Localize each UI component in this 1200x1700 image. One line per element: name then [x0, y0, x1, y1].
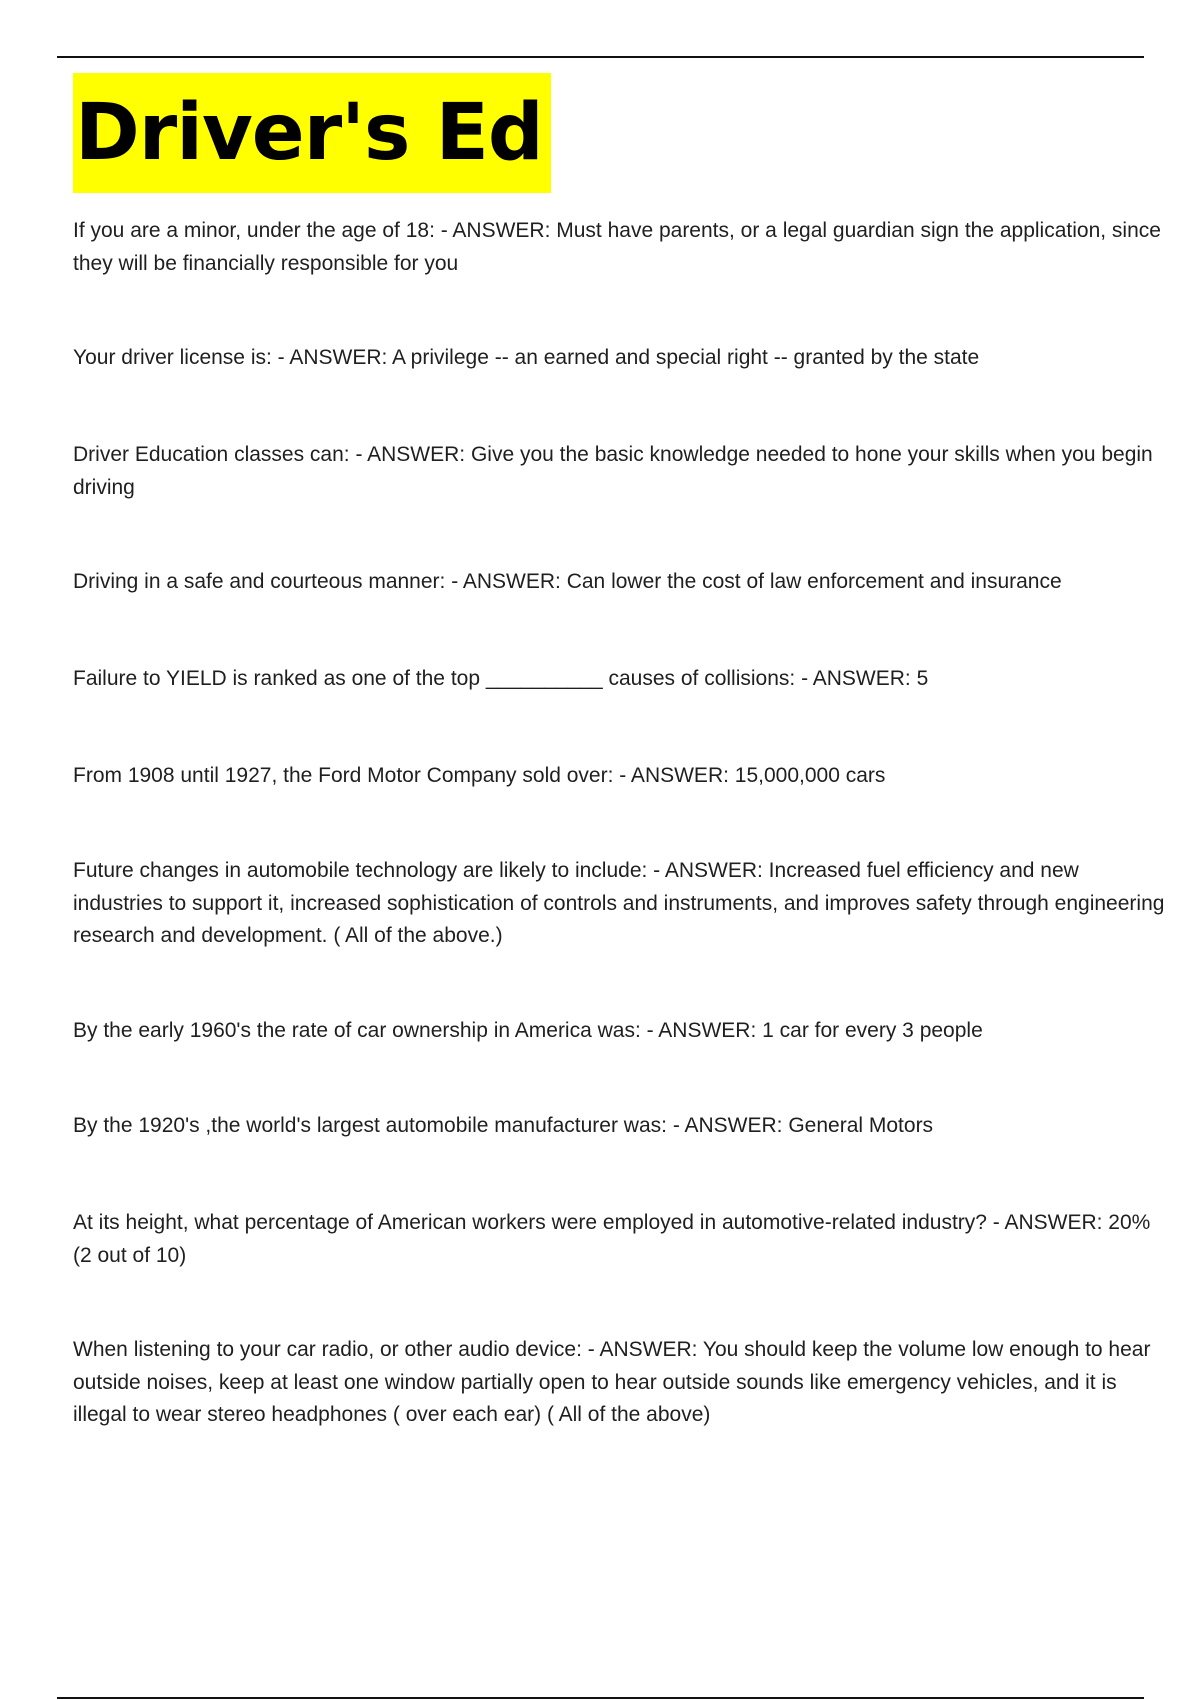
- title-highlight: [73, 73, 551, 193]
- qa-item-7: Future changes in automobile technology are likely to include: - ANSWER: Increased fuel efficiency and new industries to support it, increased sophistication of controls and instruments, and improves safety through engineering research and development. ( All of the above.): [73, 859, 1165, 947]
- qa-item-10: At its height, what percentage of American workers were employed in automotive-related industry? - ANSWER: 20% (2 out of 10): [73, 1211, 1151, 1267]
- qa-item-4: Driving in a safe and courteous manner: - ANSWER: Can lower the cost of law enforcement and insurance: [73, 570, 1062, 593]
- qa-item-1: If you are a minor, under the age of 18: - ANSWER: Must have parents, or a legal guardian sign the application, since they will be financially responsible for you: [73, 219, 1161, 275]
- qa-item-6: From 1908 until 1927, the Ford Motor Company sold over: - ANSWER: 15,000,000 cars: [73, 764, 886, 787]
- qa-item-8: By the early 1960's the rate of car ownership in America was: - ANSWER: 1 car for every 3 people: [73, 1019, 983, 1042]
- qa-item-2: Your driver license is: - ANSWER: A privilege -- an earned and special right -- granted by the state: [73, 346, 980, 369]
- top-divider: [57, 56, 1144, 58]
- qa-item-9: By the 1920's ,the world's largest automobile manufacturer was: - ANSWER: General Motors: [73, 1114, 934, 1137]
- qa-item-3: Driver Education classes can: - ANSWER: Give you the basic knowledge needed to hone your skills when you begin driving: [73, 443, 1153, 499]
- page-title: Driver's Ed: [75, 88, 543, 178]
- bottom-divider: [57, 1697, 1144, 1699]
- qa-item-5: Failure to YIELD is ranked as one of the top __________ causes of collisions: - ANSWER: 5: [73, 667, 929, 690]
- qa-item-11: When listening to your car radio, or other audio device: - ANSWER: You should keep the volume low enough to hear outside noises, keep at least one window partially open to hear outside sounds like emergency vehicles, and it is illegal to wear stereo headphones ( over each ear) ( All of the above): [73, 1338, 1151, 1426]
